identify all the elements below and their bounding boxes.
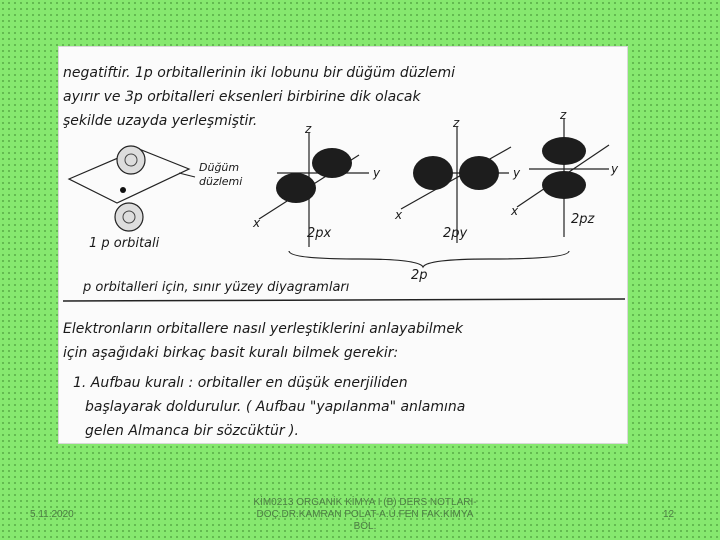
p-orbital-label: 1 p orbitali bbox=[89, 236, 160, 251]
handwritten-note-image bbox=[58, 46, 628, 444]
orbital-2pz-diagram bbox=[510, 108, 619, 237]
orbital-2py-diagram bbox=[394, 116, 521, 243]
lobe-bottom bbox=[542, 171, 586, 199]
diagram-caption: p orbitalleri için, sınır yüzey diyagramları bbox=[83, 280, 350, 295]
footer-date: 5.11.2020 bbox=[30, 509, 74, 520]
lobe-left bbox=[413, 156, 453, 190]
node-plane-label-2: düzlemi bbox=[199, 175, 243, 188]
upper-lobe bbox=[117, 146, 145, 174]
axis-label-y: y bbox=[611, 162, 619, 176]
separator-line bbox=[63, 299, 625, 301]
body-line-5: gelen Almanca bir sözcüktür ). bbox=[85, 423, 299, 439]
axis-label-x: x bbox=[253, 216, 261, 230]
lobe-lower bbox=[276, 173, 316, 203]
body-line-2: için aşağıdaki birkaç basit kuralı bilmek gerekir: bbox=[63, 345, 399, 361]
orbital-label-2px: 2px bbox=[307, 226, 332, 241]
note-line-3: şekilde uzayda yerleşmiştir. bbox=[63, 113, 258, 129]
lobe-top bbox=[542, 137, 586, 165]
note-svg bbox=[59, 47, 627, 443]
axis-label-x: x bbox=[395, 208, 403, 222]
p-orbital-node-plane-diagram bbox=[69, 146, 242, 251]
orbital-label-2py: 2py bbox=[443, 226, 468, 241]
lobe-upper bbox=[312, 148, 352, 178]
body-line-3: 1. Aufbau kuralı : orbitaller en düşük enerjiliden bbox=[73, 375, 408, 391]
lobe-right bbox=[459, 156, 499, 190]
axis-label-x: x bbox=[511, 204, 519, 218]
group-brace bbox=[289, 251, 569, 267]
body-line-4: başlayarak doldurulur. ( Aufbau "yapılanma" anlamına bbox=[85, 399, 466, 415]
orbital-2px-diagram bbox=[252, 122, 381, 247]
body-line-1: Elektronların orbitallere nasıl yerleştiklerini anlayabilmek bbox=[63, 321, 464, 337]
group-label-2p: 2p bbox=[411, 268, 428, 283]
footer-page-number: 12 bbox=[663, 509, 675, 520]
orbital-label-2pz: 2pz bbox=[571, 212, 595, 227]
axis-label-y: y bbox=[373, 166, 381, 180]
axis-label-z: z bbox=[560, 108, 567, 122]
note-line-1: negatiftir. 1p orbitallerinin iki lobunu bir düğüm düzlemi bbox=[63, 65, 456, 81]
node-plane-label-1: Düğüm bbox=[199, 161, 240, 174]
nucleus-dot bbox=[120, 187, 126, 193]
axis-label-y: y bbox=[513, 166, 521, 180]
axis-label-z: z bbox=[453, 116, 460, 130]
note-line-2: ayırır ve 3p orbitalleri eksenleri birbirine dik olacak bbox=[63, 89, 421, 105]
footer-title: KİM0213 ORGANİK KİMYA I (B) DERS NOTLARI-DOÇ.DR.KAMRAN POLAT-A.Ü.FEN FAK.KİMYA BÖL. bbox=[253, 497, 477, 532]
axis-label-z: z bbox=[305, 122, 312, 136]
lower-lobe bbox=[115, 203, 143, 231]
